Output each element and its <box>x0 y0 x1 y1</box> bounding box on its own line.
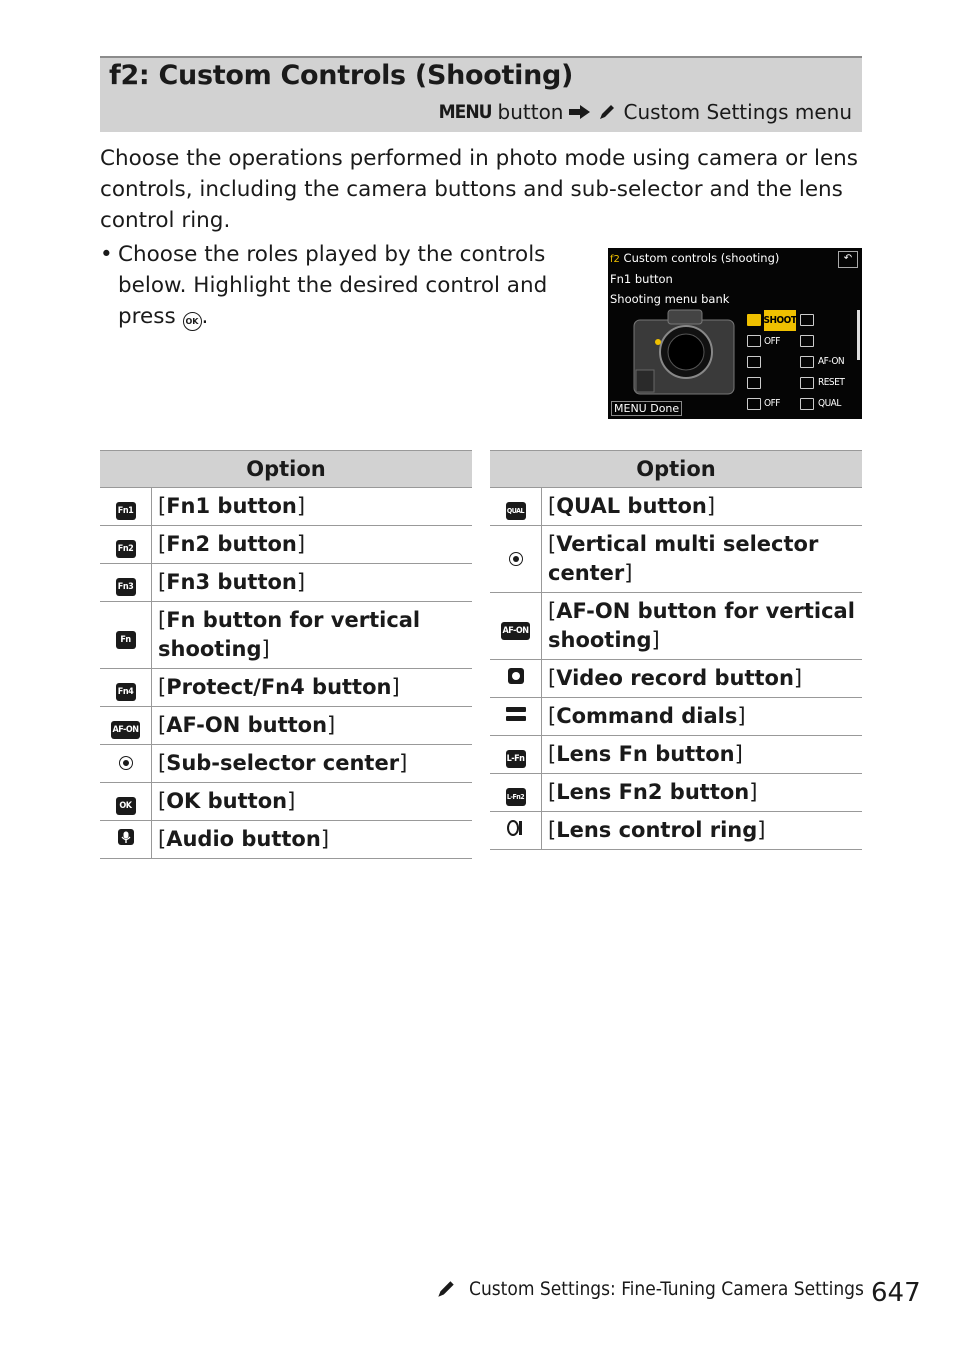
option-label: [Fn button for vertical shooting] <box>152 602 473 669</box>
table-row <box>490 660 862 698</box>
intro-paragraph: Choose the operations performed in photo mode using camera or lens controls, including the camera buttons and sub-selector and the lens control ring. <box>100 146 859 233</box>
grid-icon <box>744 372 764 393</box>
option-label: [Protect/Fn4 button] <box>152 669 473 707</box>
option-label: [QUAL button] <box>542 488 863 526</box>
table-row <box>100 783 472 821</box>
table-row <box>490 774 862 812</box>
option-label: [Vertical multi selector center] <box>542 526 863 593</box>
option-label: [AF-ON button for vertical shooting] <box>542 593 863 660</box>
lens-control-ring-icon <box>490 812 542 850</box>
grid-value <box>818 331 856 352</box>
pencil-icon <box>435 1278 457 1300</box>
option-label: [Lens control ring] <box>542 812 863 850</box>
screen-scrollbar <box>857 310 860 360</box>
button-word: button <box>497 100 564 124</box>
qual-button-icon: QUAL <box>490 488 542 526</box>
fn4-button-icon: Fn4 <box>100 669 152 707</box>
grid-icon <box>744 331 764 352</box>
bullet-dot-icon: • <box>100 242 113 267</box>
screen-selected-role: Shooting menu bank <box>610 292 730 306</box>
screen-title-text: Custom controls (shooting) <box>623 251 780 265</box>
vertical-af-on-icon: AF-ON <box>490 593 542 660</box>
grid-icon <box>796 331 818 352</box>
footer-section-title: Custom Settings: Fine-Tuning Camera Settings <box>469 1278 864 1300</box>
page-number: 647 <box>871 1278 921 1308</box>
table-row <box>100 526 472 564</box>
option-label: [Lens Fn button] <box>542 736 863 774</box>
bullet-item <box>100 239 570 332</box>
table-row <box>490 593 862 660</box>
microphone-icon <box>100 821 152 859</box>
options-table-right <box>490 450 862 850</box>
table-header: Option <box>100 451 472 488</box>
grid-value: RESET <box>818 377 845 389</box>
fn1-button-icon: Fn1 <box>100 488 152 526</box>
fn3-button-icon: Fn3 <box>100 564 152 602</box>
table-row <box>100 821 472 859</box>
menu-button-icon: MENU <box>438 101 492 123</box>
vertical-fn-button-icon: Fn <box>100 602 152 669</box>
table-row <box>490 488 862 526</box>
video-record-icon <box>490 660 542 698</box>
sub-selector-icon <box>100 745 152 783</box>
option-label: [Audio button] <box>152 821 473 859</box>
grid-value: OFF <box>764 398 780 410</box>
grid-value <box>764 352 796 373</box>
table-row <box>100 602 472 669</box>
screen-title <box>610 251 779 265</box>
back-icon: ↶ <box>838 251 858 268</box>
table-row <box>100 488 472 526</box>
option-label: [Lens Fn2 button] <box>542 774 863 812</box>
grid-value: AF-ON <box>818 356 845 368</box>
grid-value <box>764 372 796 393</box>
option-label: [Fn1 button] <box>152 488 473 526</box>
table-row <box>100 707 472 745</box>
footer-section <box>435 1278 864 1300</box>
option-label: [Command dials] <box>542 698 863 736</box>
table-row <box>490 526 862 593</box>
camera-menu-screenshot <box>608 248 862 419</box>
pencil-icon <box>597 102 617 122</box>
command-dials-icon <box>490 698 542 736</box>
af-on-button-icon: AF-ON <box>100 707 152 745</box>
grid-value <box>818 310 856 331</box>
fn2-button-icon: Fn2 <box>100 526 152 564</box>
arrow-right-icon <box>569 105 591 119</box>
option-label: [AF-ON button] <box>152 707 473 745</box>
grid-icon <box>796 372 818 393</box>
table-row <box>100 669 472 707</box>
grid-value: QUAL <box>818 398 841 410</box>
table-row <box>490 812 862 850</box>
option-label: [Sub-selector center] <box>152 745 473 783</box>
option-label: [Video record button] <box>542 660 863 698</box>
vertical-multi-selector-icon <box>490 526 542 593</box>
options-table-left <box>100 450 472 859</box>
section-header <box>100 56 862 132</box>
breadcrumb <box>439 100 852 124</box>
camera-body-icon <box>628 308 740 398</box>
menu-name: Custom Settings menu <box>623 100 852 124</box>
ok-button-icon: OK <box>100 783 152 821</box>
option-label: [Fn2 button] <box>152 526 473 564</box>
page-title: f2: Custom Controls (Shooting) <box>109 60 574 91</box>
ok-button-icon: OK <box>183 312 202 331</box>
table-header: Option <box>490 451 862 488</box>
bullet-text-main: Choose the roles played by the controls below. Highlight the desired control and press <box>118 242 548 329</box>
option-label: [OK button] <box>152 783 473 821</box>
table-row <box>490 736 862 774</box>
lens-fn-button-icon: L-Fn <box>490 736 542 774</box>
grid-icon <box>796 352 818 373</box>
grid-icon <box>744 393 764 414</box>
option-label: [Fn3 button] <box>152 564 473 602</box>
grid-icon <box>796 393 818 414</box>
screen-selected-control: Fn1 button <box>610 272 673 286</box>
lens-fn2-button-icon: L-Fn2 <box>490 774 542 812</box>
bullet-text <box>118 239 570 332</box>
screen-done-label: MENU Done <box>611 401 682 416</box>
screen-control-grid <box>744 310 856 414</box>
bullet-text-end: . <box>201 304 209 329</box>
grid-icon <box>744 310 764 331</box>
grid-value: SHOOT <box>764 310 796 331</box>
grid-value: OFF <box>764 335 780 347</box>
table-row <box>100 745 472 783</box>
grid-icon <box>796 310 818 331</box>
screen-title-code: f2 <box>610 254 620 265</box>
table-row <box>100 564 472 602</box>
table-row <box>490 698 862 736</box>
grid-icon <box>744 352 764 373</box>
